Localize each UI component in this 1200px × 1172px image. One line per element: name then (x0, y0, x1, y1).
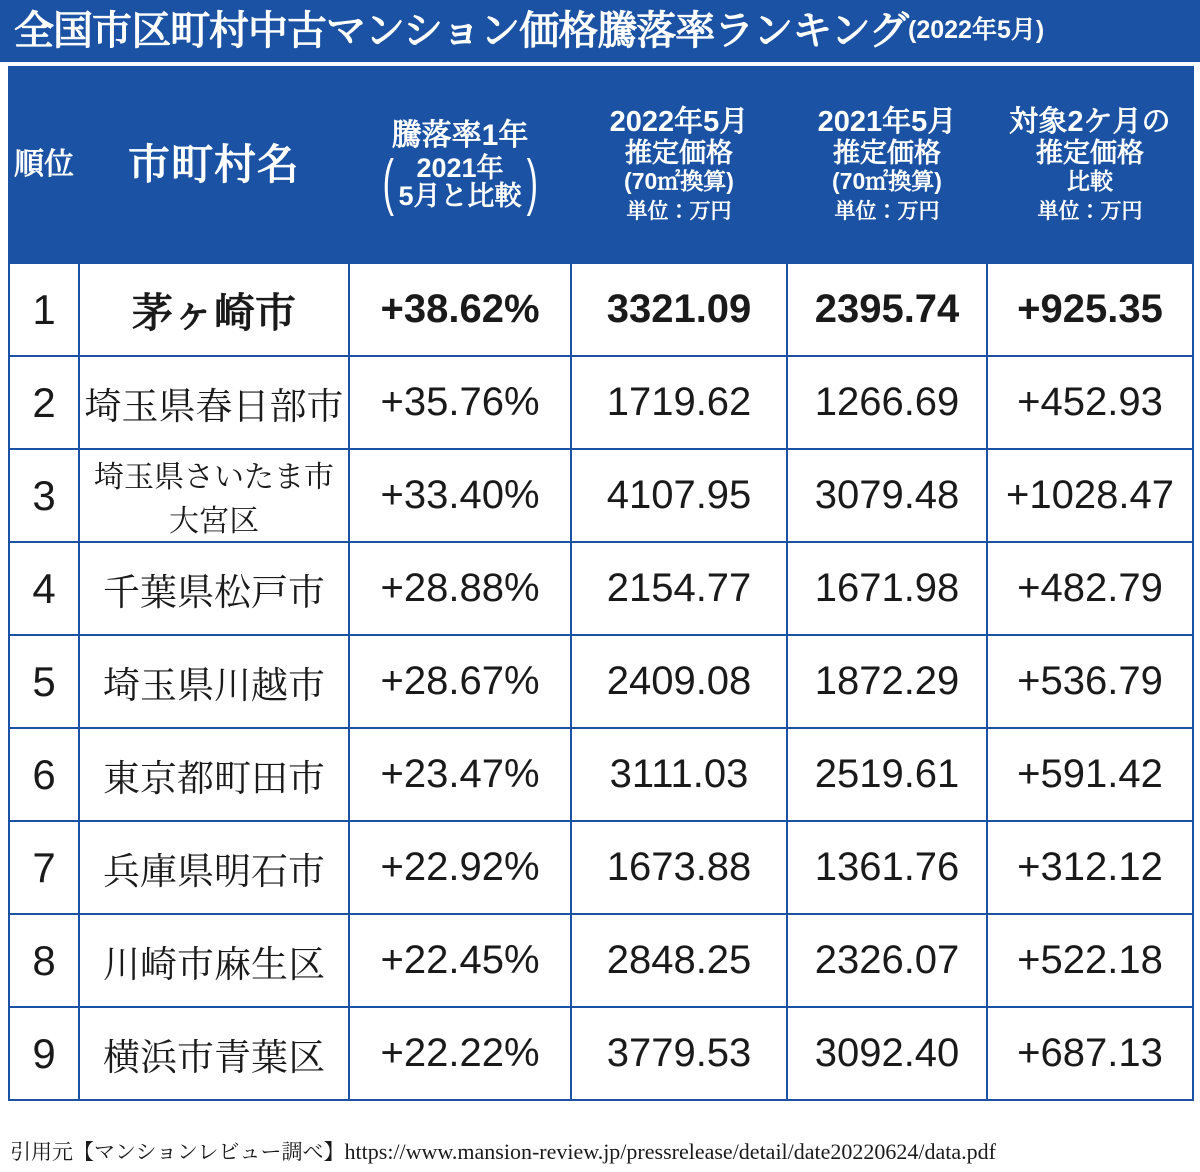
cell-price-diff: +1028.47 (987, 449, 1193, 542)
paren-open: ( (382, 147, 394, 217)
cell-city: 埼玉県さいたま市大宮区 (79, 449, 349, 542)
header-price-2022 (571, 67, 787, 263)
table-row (9, 263, 1193, 356)
cell-price-diff: +591.42 (987, 728, 1193, 821)
table-row (9, 914, 1193, 1007)
table-row (9, 821, 1193, 914)
cell-rate: +35.76% (349, 356, 571, 449)
cell-rank: 2 (9, 356, 79, 449)
header-rate-paren-line2: 5月と比較 (398, 181, 522, 212)
cell-price-2022: 2409.08 (571, 635, 787, 728)
cell-rank: 1 (9, 263, 79, 356)
title-bar (0, 0, 1200, 62)
cell-price-diff: +925.35 (987, 263, 1193, 356)
cell-price-2022: 2848.25 (571, 914, 787, 1007)
cell-city: 川崎市麻生区 (79, 914, 349, 1007)
header-price-2022-line1: 2022年5月 (609, 106, 749, 139)
header-city-label: 市町村名 (127, 141, 300, 189)
ranking-table (8, 66, 1194, 1101)
cell-price-diff: +452.93 (987, 356, 1193, 449)
cell-price-diff: +536.79 (987, 635, 1193, 728)
page-title-date: (2022年5月) (908, 15, 1045, 44)
cell-rate: +38.62% (349, 263, 571, 356)
cell-price-2022: 1673.88 (571, 821, 787, 914)
table-header-row (9, 67, 1193, 263)
header-price-2021-line3: (70㎡換算) (832, 167, 942, 194)
cell-city: 横浜市青葉区 (79, 1007, 349, 1100)
cell-city: 千葉県松戸市 (79, 542, 349, 635)
cell-price-2021: 2395.74 (787, 263, 987, 356)
cell-rate: +28.88% (349, 542, 571, 635)
cell-rank: 9 (9, 1007, 79, 1100)
header-price-diff (987, 67, 1193, 263)
cell-rate: +22.22% (349, 1007, 571, 1100)
cell-price-2022: 4107.95 (571, 449, 787, 542)
header-price-diff-line1: 対象2ケ月の (1009, 106, 1171, 139)
cell-price-diff: +687.13 (987, 1007, 1193, 1100)
header-rate-line1: 騰落率1年 (391, 119, 529, 153)
cell-price-diff: +522.18 (987, 914, 1193, 1007)
cell-price-2021: 3079.48 (787, 449, 987, 542)
header-price-2022-line2: 推定価格 (625, 138, 733, 169)
cell-price-2022: 2154.77 (571, 542, 787, 635)
cell-rank: 7 (9, 821, 79, 914)
cell-price-2021: 1671.98 (787, 542, 987, 635)
cell-price-2021: 3092.40 (787, 1007, 987, 1100)
header-rate-parenthetical (350, 147, 570, 217)
source-url: https://www.mansion-review.jp/pressrelease/detail/date20220624/data.pdf (344, 1139, 997, 1164)
cell-price-2022: 3111.03 (571, 728, 787, 821)
cell-price-2022: 3321.09 (571, 263, 787, 356)
header-rate-paren-line1: 2021年 (416, 152, 504, 183)
cell-rank: 4 (9, 542, 79, 635)
header-price-2021-line2: 推定価格 (833, 138, 941, 169)
page-title: 全国市区町村中古マンション価格騰落率ランキング (14, 9, 908, 53)
source-label: 引用元【マンションレビュー調べ】 (10, 1141, 345, 1164)
table-row (9, 728, 1193, 821)
cell-price-2021: 2326.07 (787, 914, 987, 1007)
table-container (0, 62, 1200, 1101)
cell-rate: +23.47% (349, 728, 571, 821)
header-price-diff-line2: 推定価格 (1036, 138, 1144, 169)
cell-city: 埼玉県春日部市 (79, 356, 349, 449)
paren-close: ) (526, 147, 538, 217)
cell-rank: 5 (9, 635, 79, 728)
header-price-2021-unit: 単位：万円 (834, 200, 940, 224)
cell-rate: +22.92% (349, 821, 571, 914)
cell-rate: +22.45% (349, 914, 571, 1007)
cell-city: 茅ヶ崎市 (79, 263, 349, 356)
cell-rank: 8 (9, 914, 79, 1007)
cell-rank: 3 (9, 449, 79, 542)
cell-price-diff: +482.79 (987, 542, 1193, 635)
header-city (79, 67, 349, 263)
table-row (9, 1007, 1193, 1100)
cell-price-2022: 1719.62 (571, 356, 787, 449)
table-row (9, 356, 1193, 449)
header-rank-label: 順位 (14, 148, 74, 182)
header-rank (9, 67, 79, 263)
cell-price-2022: 3779.53 (571, 1007, 787, 1100)
cell-price-2021: 1266.69 (787, 356, 987, 449)
cell-city: 東京都町田市 (79, 728, 349, 821)
header-price-2022-unit: 単位：万円 (626, 200, 732, 224)
cell-city: 兵庫県明石市 (79, 821, 349, 914)
cell-price-2021: 1361.76 (787, 821, 987, 914)
header-price-diff-line3: 比較 (1067, 167, 1113, 194)
cell-price-diff: +312.12 (987, 821, 1193, 914)
header-rate (349, 67, 571, 263)
header-price-2021 (787, 67, 987, 263)
cell-price-2021: 2519.61 (787, 728, 987, 821)
cell-rate: +33.40% (349, 449, 571, 542)
table-row (9, 542, 1193, 635)
cell-rank: 6 (9, 728, 79, 821)
cell-rate: +28.67% (349, 635, 571, 728)
cell-price-2021: 1872.29 (787, 635, 987, 728)
header-price-2022-line3: (70㎡換算) (624, 167, 734, 194)
cell-city: 埼玉県川越市 (79, 635, 349, 728)
table-row (9, 635, 1193, 728)
table-row (9, 449, 1193, 542)
source-footer (0, 1136, 1200, 1166)
header-price-diff-unit: 単位：万円 (1037, 200, 1143, 224)
header-price-2021-line1: 2021年5月 (817, 106, 957, 139)
